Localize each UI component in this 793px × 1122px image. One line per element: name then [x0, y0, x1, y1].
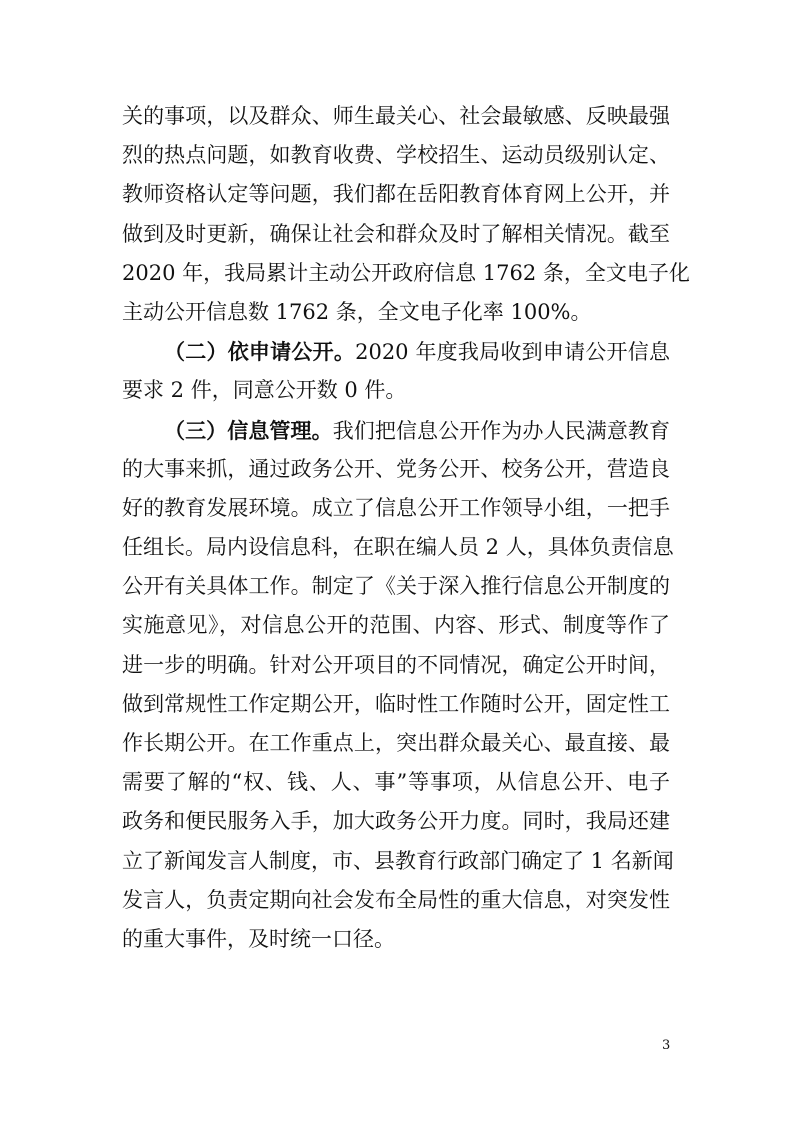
text-line: 作长期公开。在工作重点上，突出群众最关心、最直接、最 [122, 731, 670, 755]
paragraph-first-line [122, 332, 670, 371]
text-line: 进一步的明确。针对公开项目的不同情况，确定公开时间， [122, 652, 670, 677]
text-span: 2020 年度我局收到申请公开信息 [355, 340, 670, 365]
text-line: 好的教育发展环境。成立了信息公开工作领导小组，一把手 [122, 495, 670, 520]
text-line: 烈的热点问题，如教育收费、学校招生、运动员级别认定、 [122, 143, 670, 168]
text-line: 的重大事件，及时统一口径。 [122, 926, 395, 951]
text-line: 公开有关具体工作。制定了《关于深入推行信息公开制度的 [122, 574, 670, 599]
paragraph-first-line [122, 411, 670, 450]
text-span: 我们把信息公开作为办人民满意教育 [332, 418, 671, 443]
page-number: 3 [662, 1038, 671, 1053]
text-line: 做到常规性工作定期公开，临时性工作随时公开，固定性工 [122, 691, 670, 716]
text-line: 实施意见》，对信息公开的范围、内容、形式、制度等作了 [122, 613, 670, 638]
text-line: 主动公开信息数 1762 条，全文电子化率 100%。 [122, 299, 592, 324]
text-line: 做到及时更新，确保让社会和群众及时了解相关情况。截至 [122, 221, 670, 246]
text-line: 需要了解的“权、钱、人、事”等事项，从信息公开、电子 [122, 770, 670, 795]
section-heading: （三）信息管理。 [164, 417, 333, 443]
body-text [122, 97, 690, 959]
text-line: 任组长。局内设信息科，在职在编人员 2 人，具体负责信息 [122, 535, 674, 560]
text-line: 2020 年，我局累计主动公开政府信息 1762 条，全文电子化 [122, 260, 690, 285]
text-line: 发言人，负责定期向社会发布全局性的重大信息，对突发性 [122, 887, 670, 912]
text-line: 的大事来抓，通过政务公开、党务公开、校务公开，营造良 [122, 456, 670, 481]
text-line: 要求 2 件，同意公开数 0 件。 [122, 378, 407, 403]
text-line: 关的事项，以及群众、师生最关心、社会最敏感、反映最强 [122, 104, 670, 128]
text-line: 政务和便民服务入手，加大政务公开力度。同时，我局还建 [122, 809, 670, 834]
text-line: 立了新闻发言人制度，市、县教育行政部门确定了 1 名新闻 [122, 848, 674, 873]
section-heading: （二）依申请公开。 [164, 339, 356, 365]
text-line: 教师资格认定等问题，我们都在岳阳教育体育网上公开，并 [122, 182, 670, 207]
